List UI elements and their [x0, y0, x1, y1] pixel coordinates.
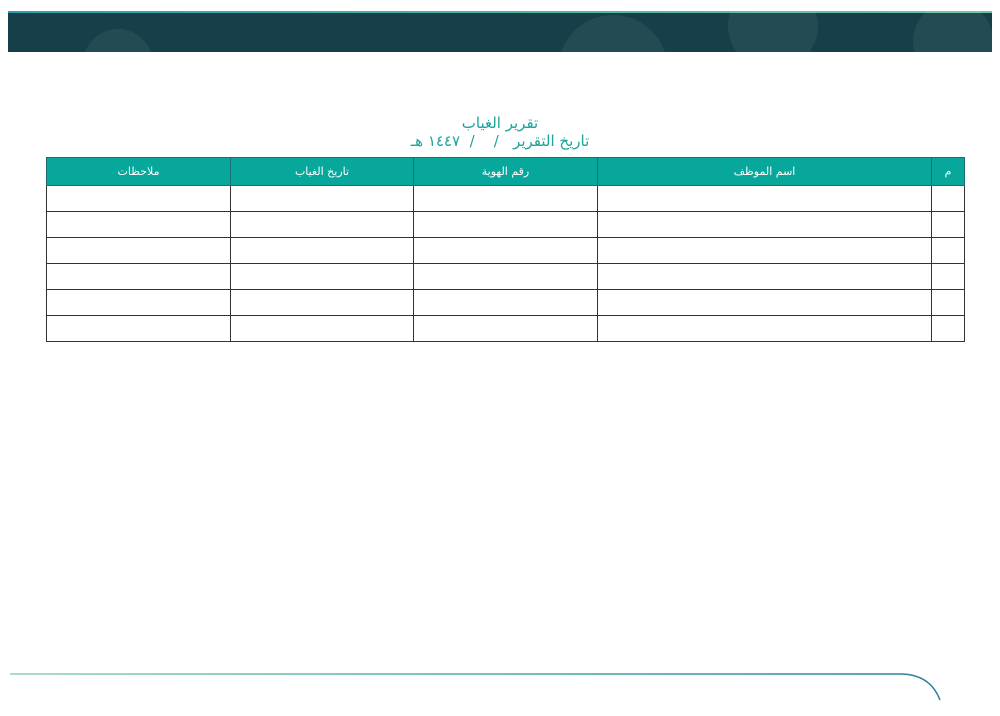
cell-notes[interactable]: [47, 186, 231, 212]
cell-notes[interactable]: [47, 290, 231, 316]
header-employee-name: اسم الموظف: [598, 158, 932, 186]
cell-id-number[interactable]: [414, 212, 598, 238]
header-accent-line: [8, 11, 992, 13]
absence-table: [46, 157, 965, 342]
report-title: تقرير الغياب: [461, 114, 539, 132]
table-row: [47, 316, 965, 342]
table-row: [47, 290, 965, 316]
cell-notes[interactable]: [47, 238, 231, 264]
cell-absence-date[interactable]: [231, 290, 414, 316]
report-heading: [0, 114, 1000, 150]
table-row: [47, 238, 965, 264]
cell-employee-name[interactable]: [598, 186, 932, 212]
header-notes: ملاحظات: [47, 158, 231, 186]
table-header-row: [47, 158, 965, 186]
cell-id-number[interactable]: [414, 186, 598, 212]
header-absence-date: تاريخ الغياب: [231, 158, 414, 186]
cell-notes[interactable]: [47, 316, 231, 342]
cell-absence-date[interactable]: [231, 316, 414, 342]
cell-absence-date[interactable]: [231, 264, 414, 290]
cell-id-number[interactable]: [414, 290, 598, 316]
header-decoration: [728, 11, 818, 52]
table-row: [47, 186, 965, 212]
cell-id-number[interactable]: [414, 316, 598, 342]
cell-employee-name[interactable]: [598, 316, 932, 342]
footer-decoration: [0, 660, 1000, 716]
cell-employee-name[interactable]: [598, 264, 932, 290]
cell-employee-name[interactable]: [598, 212, 932, 238]
cell-id-number[interactable]: [414, 264, 598, 290]
table-row: [47, 264, 965, 290]
cell-notes[interactable]: [47, 264, 231, 290]
cell-notes[interactable]: [47, 212, 231, 238]
cell-number[interactable]: [932, 264, 965, 290]
cell-id-number[interactable]: [414, 238, 598, 264]
cell-number[interactable]: [932, 186, 965, 212]
cell-number[interactable]: [932, 316, 965, 342]
report-date-line: تاريخ التقرير / / ١٤٤٧ هـ: [410, 132, 590, 150]
cell-employee-name[interactable]: [598, 238, 932, 264]
cell-absence-date[interactable]: [231, 186, 414, 212]
cell-absence-date[interactable]: [231, 238, 414, 264]
cell-number[interactable]: [932, 238, 965, 264]
header-id-number: رقم الهوية: [414, 158, 598, 186]
table-body: [47, 186, 965, 342]
header-band: [8, 11, 992, 52]
footer-curve-line: [10, 674, 940, 700]
cell-number[interactable]: [932, 290, 965, 316]
header-decoration: [83, 29, 153, 52]
cell-absence-date[interactable]: [231, 212, 414, 238]
header-decoration: [558, 15, 668, 52]
table-row: [47, 212, 965, 238]
cell-employee-name[interactable]: [598, 290, 932, 316]
header-decoration: [913, 11, 992, 52]
header-number: م: [932, 158, 965, 186]
cell-number[interactable]: [932, 212, 965, 238]
